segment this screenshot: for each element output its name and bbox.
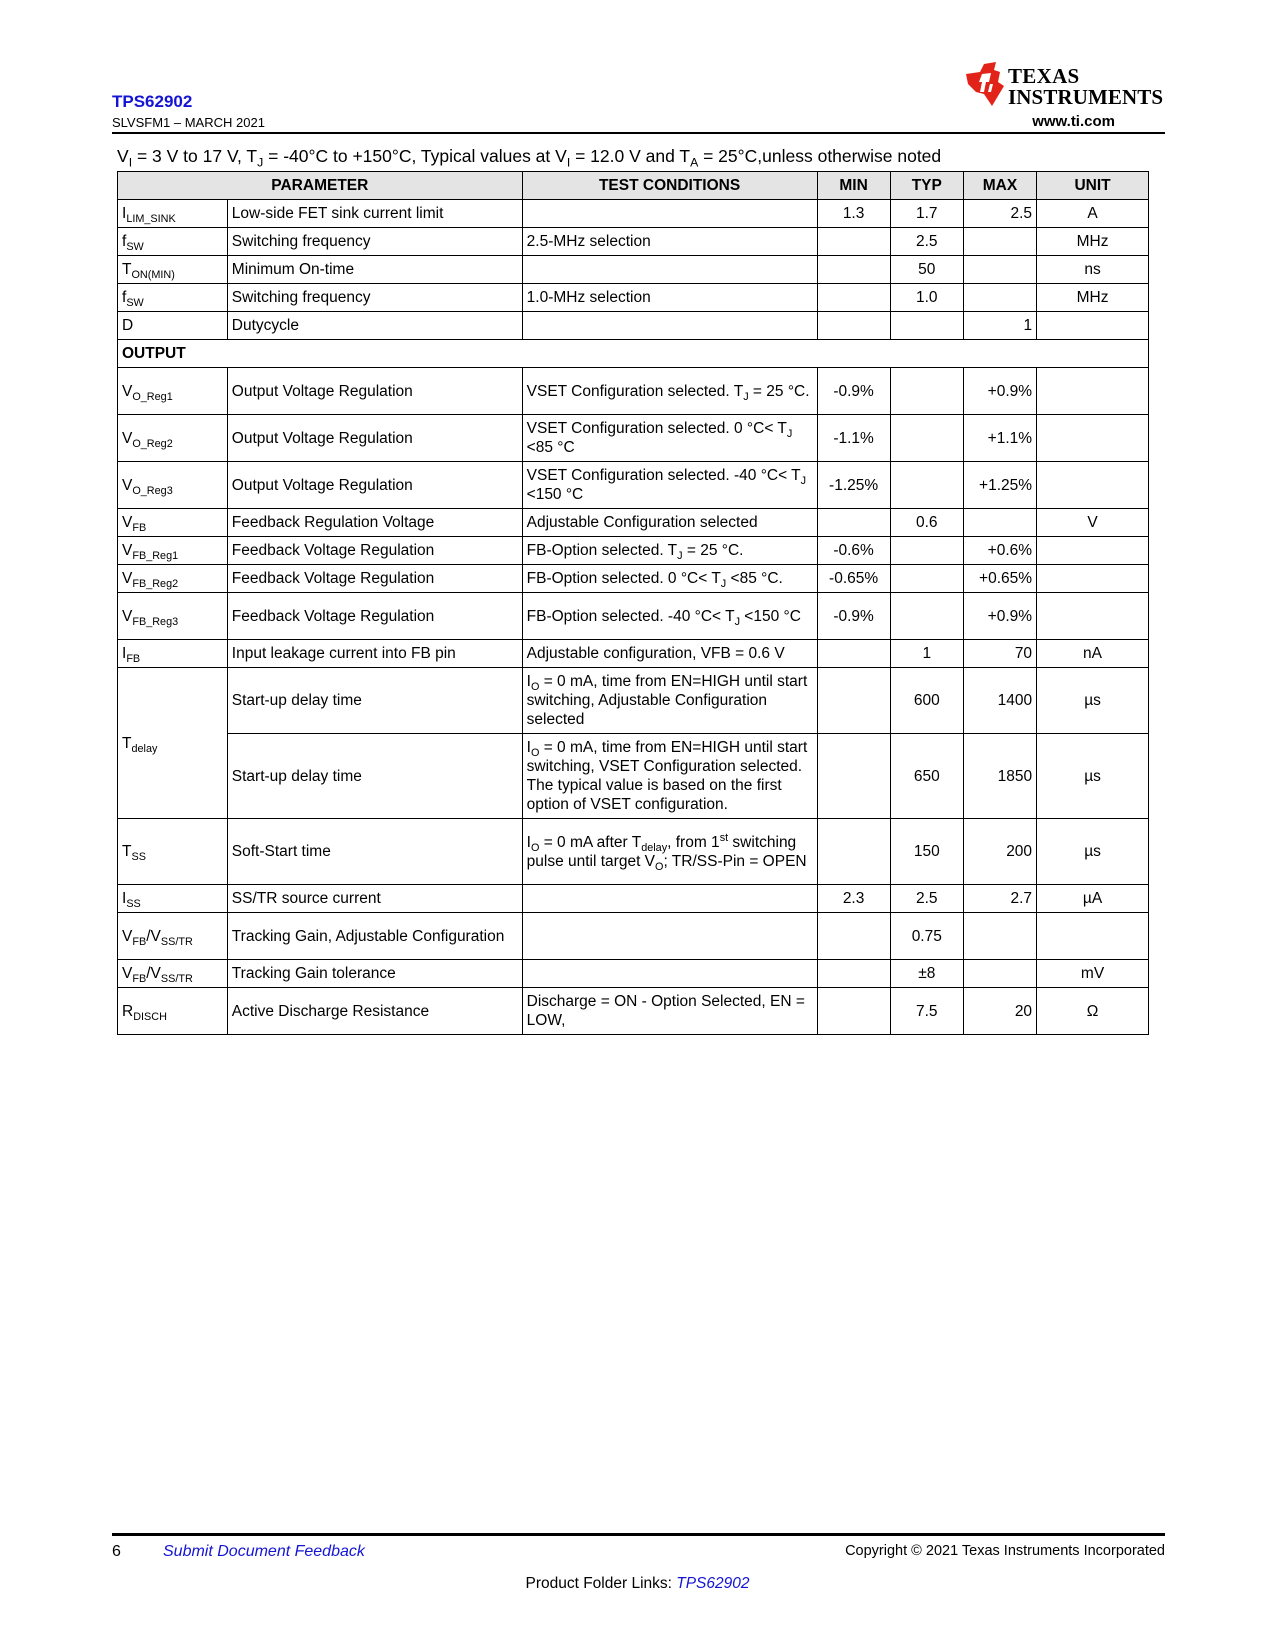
header-part-number[interactable]: TPS62902 [112, 92, 193, 111]
table-row [118, 509, 1149, 537]
test-condition-cell: $I_O = 0$ mA, time from EN=HIGH until start switching, Adjustable Configuration selected [522, 668, 817, 734]
min-cell [817, 640, 890, 668]
min-cell [817, 256, 890, 284]
unit-cell [1037, 368, 1149, 415]
table-row [118, 368, 1149, 415]
description-cell: Feedback Voltage Regulation [227, 565, 522, 593]
table-row [118, 228, 1149, 256]
table-row [118, 312, 1149, 340]
col-header-typ: TYP [890, 172, 963, 200]
typ-cell: 0.6 [890, 509, 963, 537]
description-cell: Start-up delay time [227, 734, 522, 819]
symbol-cell: $T_{ON(MIN)}$ [118, 256, 228, 284]
unit-cell: ns [1037, 256, 1149, 284]
copyright-notice: Copyright © 2021 Texas Instruments Incorporated [845, 1543, 1165, 1559]
electrical-characteristics-table [117, 171, 1149, 1035]
symbol-cell: $V_{FB\_Reg2}$ [118, 565, 228, 593]
max-cell: +0.9% [963, 593, 1036, 640]
min-cell [817, 819, 890, 885]
test-condition-cell: Adjustable configuration, VFB = 0.6 V [522, 640, 817, 668]
min-cell [817, 988, 890, 1035]
col-header-parameter: PARAMETER [118, 172, 523, 200]
max-cell: 70 [963, 640, 1036, 668]
table-row [118, 284, 1149, 312]
col-header-max: MAX [963, 172, 1036, 200]
test-condition-cell [522, 885, 817, 913]
col-header-unit: UNIT [1037, 172, 1149, 200]
typ-cell [890, 462, 963, 509]
description-cell: Low-side FET sink current limit [227, 200, 522, 228]
description-cell: Feedback Voltage Regulation [227, 537, 522, 565]
typ-cell: 150 [890, 819, 963, 885]
unit-cell [1037, 415, 1149, 462]
min-cell: -0.9% [817, 368, 890, 415]
test-condition-cell [522, 200, 817, 228]
symbol-cell: $V_{O\_Reg1}$ [118, 368, 228, 415]
typ-cell [890, 537, 963, 565]
min-cell [817, 960, 890, 988]
header-website-link[interactable]: www.ti.com [1032, 113, 1115, 130]
test-condition-cell: FB-Option selected. 0 $^\circ C< T_J <85$ °C. [522, 565, 817, 593]
unit-cell: MHz [1037, 284, 1149, 312]
description-cell: Output Voltage Regulation [227, 415, 522, 462]
min-cell: -1.1% [817, 415, 890, 462]
table-row [118, 462, 1149, 509]
description-cell: Dutycycle [227, 312, 522, 340]
symbol-cell: $I_{LIM\_SINK}$ [118, 200, 228, 228]
unit-cell: µA [1037, 885, 1149, 913]
test-conditions-note: $V_I = 3$ V to 17 V, $T_J = -40^\circ C$ to +150°C, Typical values at $V_I = 12.0$ V and $T_A$ = 25°C,unless otherwise noted [117, 146, 942, 170]
min-cell [817, 509, 890, 537]
typ-cell [890, 415, 963, 462]
typ-cell: 2.5 [890, 228, 963, 256]
description-cell: Active Discharge Resistance [227, 988, 522, 1035]
footer-divider [112, 1533, 1165, 1536]
typ-cell: ±8 [890, 960, 963, 988]
product-folder-links [0, 1575, 1275, 1593]
typ-cell: 600 [890, 668, 963, 734]
description-cell: Input leakage current into FB pin [227, 640, 522, 668]
max-cell [963, 284, 1036, 312]
page-number: 6 [112, 1543, 121, 1560]
table-row [118, 200, 1149, 228]
symbol-cell: $R_{DISCH}$ [118, 988, 228, 1035]
unit-cell [1037, 565, 1149, 593]
table-row [118, 256, 1149, 284]
unit-cell: µs [1037, 668, 1149, 734]
max-cell [963, 960, 1036, 988]
symbol-cell: $f_{SW}$ [118, 284, 228, 312]
test-condition-cell: Discharge = ON - Option Selected, EN = LOW, [522, 988, 817, 1035]
symbol-cell: $V_{FB}/V_{SS/TR}$ [118, 913, 228, 960]
typ-cell: 7.5 [890, 988, 963, 1035]
table-row [118, 885, 1149, 913]
col-header-min: MIN [817, 172, 890, 200]
symbol-cell: $V_{O\_Reg3}$ [118, 462, 228, 509]
test-condition-cell: VSET Configuration selected. $T_J = 25$ °C. [522, 368, 817, 415]
max-cell: +0.9% [963, 368, 1036, 415]
typ-cell: 50 [890, 256, 963, 284]
max-cell: +1.25% [963, 462, 1036, 509]
max-cell: +0.6% [963, 537, 1036, 565]
max-cell [963, 509, 1036, 537]
min-cell [817, 668, 890, 734]
table-row [118, 415, 1149, 462]
max-cell: 1400 [963, 668, 1036, 734]
symbol-cell: $I_{FB}$ [118, 640, 228, 668]
symbol-cell: $V_{FB\_Reg1}$ [118, 537, 228, 565]
logo-line-2: INSTRUMENTS [1008, 85, 1164, 109]
typ-cell: 650 [890, 734, 963, 819]
symbol-cell: D [118, 312, 228, 340]
unit-cell: nA [1037, 640, 1149, 668]
col-header-test-conditions: TEST CONDITIONS [522, 172, 817, 200]
unit-cell: MHz [1037, 228, 1149, 256]
description-cell: Soft-Start time [227, 819, 522, 885]
unit-cell [1037, 913, 1149, 960]
max-cell: +0.65% [963, 565, 1036, 593]
symbol-cell: $V_{O\_Reg2}$ [118, 415, 228, 462]
table-row [118, 734, 1149, 819]
min-cell: 2.3 [817, 885, 890, 913]
typ-cell: 2.5 [890, 885, 963, 913]
max-cell: 20 [963, 988, 1036, 1035]
min-cell [817, 913, 890, 960]
test-condition-cell: FB-Option selected. -40 $^\circ C< T_J <150$ °C [522, 593, 817, 640]
table-header-row [118, 172, 1149, 200]
min-cell [817, 228, 890, 256]
typ-cell [890, 565, 963, 593]
max-cell: 2.5 [963, 200, 1036, 228]
table-row [118, 913, 1149, 960]
description-cell: Start-up delay time [227, 668, 522, 734]
table-row [118, 819, 1149, 885]
symbol-cell: $f_{SW}$ [118, 228, 228, 256]
unit-cell: V [1037, 509, 1149, 537]
typ-cell: 1.0 [890, 284, 963, 312]
min-cell: -0.6% [817, 537, 890, 565]
unit-cell [1037, 537, 1149, 565]
min-cell: 1.3 [817, 200, 890, 228]
test-condition-cell: VSET Configuration selected. -40 $^\circ C< T_J <150$ °C [522, 462, 817, 509]
max-cell: 200 [963, 819, 1036, 885]
symbol-cell: $V_{FB}/V_{SS/TR}$ [118, 960, 228, 988]
table-row [118, 593, 1149, 640]
section-label: OUTPUT [118, 340, 1149, 368]
table-row [118, 640, 1149, 668]
unit-cell: µs [1037, 734, 1149, 819]
description-cell: Output Voltage Regulation [227, 462, 522, 509]
typ-cell [890, 312, 963, 340]
test-condition-cell: 2.5-MHz selection [522, 228, 817, 256]
brand-logo-text [1008, 66, 1163, 108]
unit-cell: A [1037, 200, 1149, 228]
symbol-cell: $V_{FB}$ [118, 509, 228, 537]
symbol-cell: $I_{SS}$ [118, 885, 228, 913]
table-row [118, 537, 1149, 565]
min-cell: -0.65% [817, 565, 890, 593]
max-cell: 1850 [963, 734, 1036, 819]
test-condition-cell: $I_O = 0$ mA after $T_{delay}$, from 1st switching pulse until target $V_O$; TR/SS-Pin = OPEN [522, 819, 817, 885]
description-cell: Feedback Regulation Voltage [227, 509, 522, 537]
max-cell [963, 256, 1036, 284]
table-row [118, 668, 1149, 734]
product-folder-link[interactable]: TPS62902 [676, 1575, 750, 1592]
min-cell [817, 734, 890, 819]
min-cell [817, 312, 890, 340]
description-cell: Tracking Gain, Adjustable Configuration [227, 913, 522, 960]
max-cell: +1.1% [963, 415, 1036, 462]
max-cell: 2.7 [963, 885, 1036, 913]
typ-cell [890, 593, 963, 640]
submit-feedback-link[interactable]: Submit Document Feedback [163, 1543, 365, 1560]
min-cell: -0.9% [817, 593, 890, 640]
test-condition-cell [522, 913, 817, 960]
description-cell: SS/TR source current [227, 885, 522, 913]
test-condition-cell: Adjustable Configuration selected [522, 509, 817, 537]
test-condition-cell: 1.0-MHz selection [522, 284, 817, 312]
unit-cell: Ω [1037, 988, 1149, 1035]
description-cell: Feedback Voltage Regulation [227, 593, 522, 640]
typ-cell: 1 [890, 640, 963, 668]
test-condition-cell [522, 960, 817, 988]
description-cell: Minimum On-time [227, 256, 522, 284]
product-folder-label: Product Folder Links: [525, 1575, 677, 1592]
logo-line-1: TEXAS [1008, 64, 1080, 88]
table-row [118, 988, 1149, 1035]
header-divider [112, 132, 1165, 134]
symbol-cell: $V_{FB\_Reg3}$ [118, 593, 228, 640]
min-cell: -1.25% [817, 462, 890, 509]
typ-cell: 0.75 [890, 913, 963, 960]
description-cell: Output Voltage Regulation [227, 368, 522, 415]
max-cell: 1 [963, 312, 1036, 340]
symbol-cell: $T_{delay}$ [118, 668, 228, 819]
typ-cell [890, 368, 963, 415]
max-cell [963, 228, 1036, 256]
test-condition-cell: VSET Configuration selected. 0 $^\circ C< T_J <85$ °C [522, 415, 817, 462]
description-cell: Switching frequency [227, 284, 522, 312]
max-cell [963, 913, 1036, 960]
table-row [118, 565, 1149, 593]
unit-cell: µs [1037, 819, 1149, 885]
unit-cell: mV [1037, 960, 1149, 988]
unit-cell [1037, 312, 1149, 340]
unit-cell [1037, 593, 1149, 640]
description-cell: Switching frequency [227, 228, 522, 256]
symbol-cell: $T_{SS}$ [118, 819, 228, 885]
test-condition-cell: $I_O = 0$ mA, time from EN=HIGH until start switching, VSET Configuration selected. The typical value is based on the first option of VSET configuration. [522, 734, 817, 819]
unit-cell [1037, 462, 1149, 509]
typ-cell: 1.7 [890, 200, 963, 228]
min-cell [817, 284, 890, 312]
table-row [118, 960, 1149, 988]
test-condition-cell [522, 312, 817, 340]
header-doc-id: SLVSFM1 – MARCH 2021 [112, 115, 265, 130]
section-row-output [118, 340, 1149, 368]
description-cell: Tracking Gain tolerance [227, 960, 522, 988]
test-condition-cell: FB-Option selected. $T_J = 25$ °C. [522, 537, 817, 565]
test-condition-cell [522, 256, 817, 284]
